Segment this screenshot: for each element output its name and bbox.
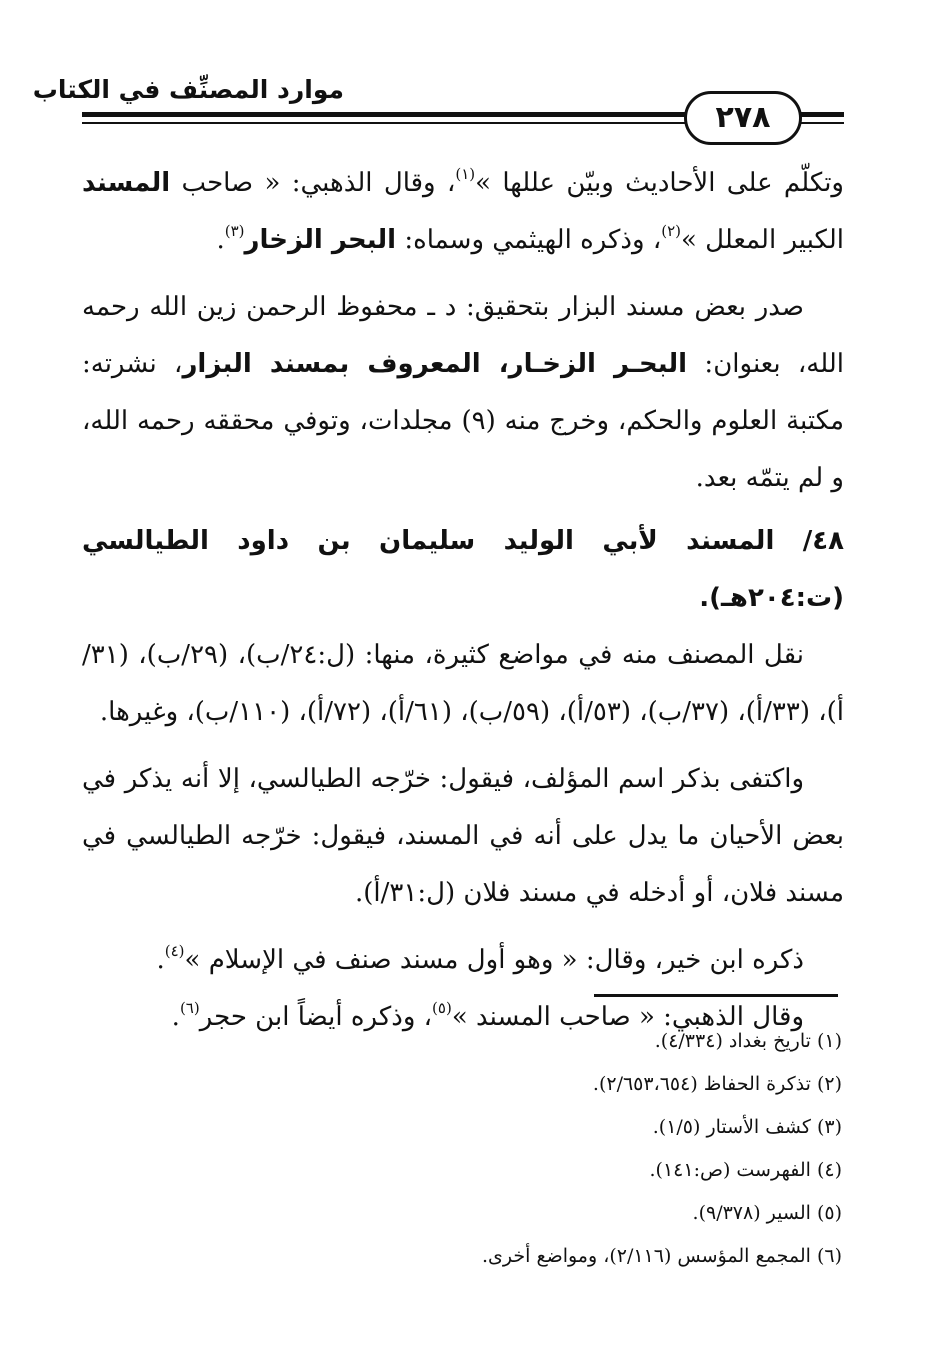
footnote-3: (٣) كشف الأستار (١/٥). xyxy=(652,1116,842,1138)
text-span: وتكلّم على الأحاديث وبيّن عللها » xyxy=(475,168,844,198)
footnote-ref-5: (٥) xyxy=(432,999,452,1017)
paragraph-albazzar-continuation xyxy=(82,155,844,269)
page-number-badge xyxy=(684,91,802,145)
text-span: . xyxy=(171,1002,180,1032)
paragraph-publication-note xyxy=(82,279,844,507)
paragraph-ibn-khayr xyxy=(82,932,844,989)
footnote-4: (٤) الفهرست (ص:١٤١). xyxy=(649,1159,842,1181)
text-span: . xyxy=(216,225,225,255)
text-span: ، وقال الذهبي: « صاحب xyxy=(170,168,456,198)
footnote-ref-4: (٤) xyxy=(164,942,185,960)
main-text xyxy=(82,155,844,1046)
text-span: ، وذكره الهيثمي وسماه: xyxy=(396,225,662,255)
bold-book-title: البحـر الزخـار، المعروف بمسند البزار xyxy=(182,349,688,379)
footnote-ref-6: (٦) xyxy=(179,999,200,1017)
footnote-separator xyxy=(594,994,838,997)
footnote-ref-1: (١) xyxy=(455,165,476,183)
text-span: ذكره ابن خير، وقال: « وهو أول مسند صنف في الإسلام » xyxy=(184,945,804,975)
page-number: ٢٧٨ xyxy=(715,100,771,135)
footnote-5: (٥) السير (٩/٣٧٨). xyxy=(692,1202,842,1224)
footnote-1: (١) تاريخ بغداد (٤/٣٣٤). xyxy=(654,1030,842,1052)
text-span: ، وذكره أيضاً ابن حجر xyxy=(199,1002,433,1032)
text-span: وقال الذهبي: « صاحب المسند » xyxy=(451,1002,804,1032)
bold-term-musnad: المسند xyxy=(82,168,171,198)
footnotes xyxy=(242,1020,842,1278)
footnote-ref-2: (٢) xyxy=(661,222,681,240)
text-span: ، نشرته: مكتبة العلوم والحكم، وخرج منه (٩) مجلدات، وتوفي محققه رحمه الله، و لم يتمّه بعد. xyxy=(82,349,845,493)
text-span: . xyxy=(156,945,165,975)
section-heading-tayalisi: ٤٨/ المسند لأبي الوليد سليمان بن داود الطيالسي (ت:٢٠٤هـ). xyxy=(82,526,844,613)
bold-title-bahr-zakhar: البحر الزخار xyxy=(244,225,397,255)
footnote-6: (٦) المجمع المؤسس (٢/١١٦)، ومواضع أخرى. xyxy=(482,1245,842,1267)
footnote-2: (٢) تذكرة الحفاظ (٢/٦٥٣،٦٥٤). xyxy=(592,1073,842,1095)
running-header-title: موارد المصنِّف في الكتاب xyxy=(32,75,344,104)
text-span: صدر بعض مسند البزار بتحقيق: د ـ محفوظ الرحمن زين الله رحمه الله، بعنوان: xyxy=(82,292,844,379)
paragraph-naming-method: واكتفى بذكر اسم المؤلف، فيقول: خرّجه الطيالسي، إلا أنه يذكر في بعض الأحيان ما يدل على أنه في المسند، فيقول: خرّجه الطيالسي في مسند فلان، أو أدخله في مسند فلان (ل:٣١/أ). xyxy=(82,764,844,908)
text-span: الكبير المعلل » xyxy=(681,225,844,255)
footnote-ref-3: (٣) xyxy=(224,222,245,240)
paragraph-citations: نقل المصنف منه في مواضع كثيرة، منها: (ل:٢٤/ب)، (٢٩/ب)، (٣١/أ)، (٣٣/أ)، (٣٧/ب)، (٥٣/أ)، (٥٩/ب)، (٦١/أ)، (٧٢/أ)، (١١٠/ب)، وغيرها. xyxy=(82,640,844,727)
